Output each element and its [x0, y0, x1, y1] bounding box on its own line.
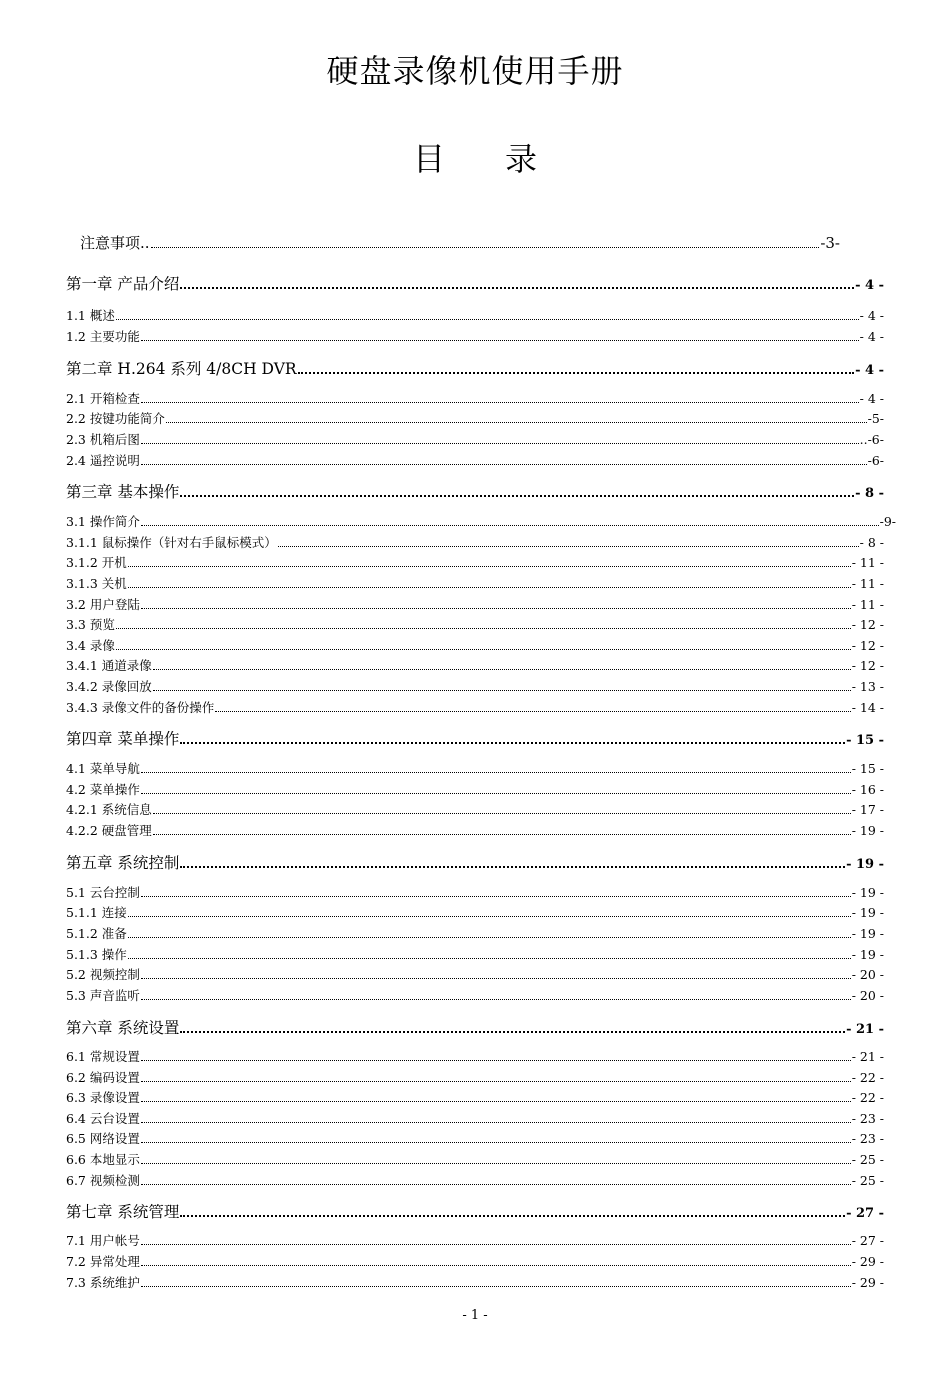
toc-entry-page: - 25 -	[851, 1173, 884, 1188]
toc-entry[interactable]	[66, 903, 884, 921]
toc-entry-page: - 21 -	[851, 1049, 884, 1064]
toc-entry-page: - 17 -	[851, 802, 884, 817]
toc-entry-label: 第六章 系统设置	[66, 1019, 180, 1037]
toc-leader-dots	[141, 402, 859, 403]
toc-entry[interactable]	[66, 821, 884, 839]
toc-entry-page: - 8 -	[859, 535, 884, 550]
toc-chapter-entry[interactable]	[66, 272, 884, 294]
toc-entry-label: 4.1 菜单导航	[66, 761, 140, 776]
toc-entry-label: 4.2 菜单操作	[66, 782, 140, 797]
toc-entry-label: 5.3 声音监听	[66, 988, 140, 1003]
toc-entry-page: - 8 -	[855, 486, 884, 501]
toc-leader-dots	[116, 649, 851, 650]
toc-entry[interactable]	[66, 677, 884, 695]
toc-entry[interactable]	[66, 533, 884, 551]
toc-leader-dots	[141, 340, 859, 341]
toc-entry-label: 3.1 操作简介	[66, 514, 140, 529]
toc-entry[interactable]	[66, 306, 884, 324]
toc-heading-right: 录	[505, 140, 538, 178]
toc-chapter-entry[interactable]	[66, 1200, 884, 1222]
toc-entry[interactable]	[66, 1129, 884, 1147]
toc-entry-label: 3.1.3 关机	[66, 576, 127, 591]
toc-leader-dots	[128, 958, 851, 959]
toc-entry[interactable]	[66, 1252, 884, 1270]
toc-leader-dots	[141, 1142, 851, 1143]
toc-leader-dots	[153, 834, 851, 835]
toc-entry-label: 3.4.2 录像回放	[66, 679, 152, 694]
toc-entry-page: - 11 -	[851, 555, 884, 570]
toc-entry-page: - 11 -	[851, 597, 884, 612]
toc-leader-dots	[141, 1101, 851, 1102]
toc-entry[interactable]	[66, 1150, 884, 1168]
toc-heading	[0, 134, 950, 180]
toc-entry-label: 6.6 本地显示	[66, 1152, 140, 1167]
toc-entry[interactable]	[66, 800, 884, 818]
toc-leader-dots	[180, 287, 854, 289]
toc-leader-dots	[180, 742, 845, 744]
toc-entry-label: 第三章 基本操作	[66, 483, 180, 501]
toc-entry-label: 6.2 编码设置	[66, 1070, 140, 1085]
toc-entry-label: 第七章 系统管理	[66, 1203, 180, 1221]
toc-entry[interactable]	[66, 327, 884, 345]
toc-chapter-entry[interactable]	[66, 357, 884, 379]
toc-entry-page: - 15 -	[846, 733, 884, 748]
toc-leader-dots	[141, 1122, 851, 1123]
toc-entry[interactable]	[66, 656, 884, 674]
toc-leader-dots	[298, 372, 855, 374]
toc-entry-label: 第四章 菜单操作	[66, 730, 180, 748]
toc-entry-page: - 4 -	[859, 308, 884, 323]
toc-entry-page: -3-	[820, 234, 840, 252]
toc-leader-dots	[278, 546, 859, 547]
toc-leader-dots	[141, 978, 851, 979]
toc-leader-dots	[128, 587, 851, 588]
toc-leader-dots	[116, 628, 851, 629]
toc-entry[interactable]	[66, 1109, 884, 1127]
toc-entry-page: - 20 -	[851, 988, 884, 1003]
toc-entry-label: 5.1.3 操作	[66, 947, 127, 962]
toc-leader-dots	[153, 669, 851, 670]
toc-entry-label: 3.3 预览	[66, 617, 115, 632]
toc-entry-label: 7.3 系统维护	[66, 1275, 140, 1290]
toc-entry[interactable]	[66, 1088, 884, 1106]
toc-entry-page: - 29 -	[851, 1254, 884, 1269]
toc-leader-dots	[128, 937, 851, 938]
toc-entry-label: 3.4 录像	[66, 638, 115, 653]
toc-entry-label: 1.1 概述	[66, 308, 115, 323]
toc-entry[interactable]	[66, 636, 884, 654]
toc-entry[interactable]	[66, 451, 884, 469]
toc-entry-label: 第一章 产品介绍	[66, 275, 180, 293]
toc-entry-label: 5.1.1 连接	[66, 905, 127, 920]
toc-entry[interactable]	[66, 780, 884, 798]
toc-leader-dots	[141, 999, 851, 1000]
toc-entry-label: 2.4 遥控说明	[66, 453, 140, 468]
toc-entry-page: - 19 -	[851, 926, 884, 941]
toc-entry-page: -9-	[879, 514, 896, 529]
toc-entry[interactable]	[80, 232, 840, 253]
toc-leader-dots	[151, 247, 820, 248]
toc-entry-label: 注意事项..	[80, 234, 150, 252]
toc-leader-dots	[141, 1265, 851, 1266]
toc-entry-page: - 4 -	[855, 278, 884, 293]
toc-entry-label: 第二章 H.264 系列 4/8CH DVR	[66, 360, 297, 378]
toc-entry-page: - 27 -	[851, 1233, 884, 1248]
toc-entry[interactable]	[66, 1273, 884, 1291]
toc-leader-dots	[128, 566, 851, 567]
toc-entry-page: -6-	[867, 453, 884, 468]
toc-entry[interactable]	[66, 883, 884, 901]
toc-entry[interactable]	[66, 698, 884, 716]
toc-entry-page: - 22 -	[851, 1090, 884, 1105]
toc-entry-label: 7.2 异常处理	[66, 1254, 140, 1269]
toc-chapter-entry[interactable]	[66, 851, 884, 873]
toc-leader-dots	[141, 525, 879, 526]
toc-entry-page: - 11 -	[851, 576, 884, 591]
toc-entry-label: 5.1 云台控制	[66, 885, 140, 900]
toc-entry[interactable]	[66, 759, 884, 777]
toc-leader-dots	[153, 813, 851, 814]
toc-entry-page: - 25 -	[851, 1152, 884, 1167]
toc-leader-dots	[180, 866, 845, 868]
toc-entry-page: ..-6-	[859, 432, 884, 447]
toc-entry[interactable]	[66, 615, 884, 633]
toc-leader-dots	[180, 495, 854, 497]
toc-leader-dots	[128, 916, 851, 917]
toc-entry[interactable]	[66, 430, 884, 448]
toc-leader-dots	[141, 464, 867, 465]
page-footer: - 1 -	[462, 1308, 488, 1323]
toc-entry-page: - 12 -	[851, 658, 884, 673]
toc-entry-label: 2.1 开箱检查	[66, 391, 140, 406]
toc-entry-label: 6.1 常规设置	[66, 1049, 140, 1064]
toc-leader-dots	[180, 1031, 845, 1033]
toc-entry-label: 3.2 用户登陆	[66, 597, 140, 612]
toc-leader-dots	[141, 1184, 851, 1185]
toc-entry[interactable]	[66, 574, 884, 592]
toc-entry[interactable]	[66, 965, 884, 983]
toc-entry[interactable]	[66, 409, 884, 427]
toc-entry-label: 6.7 视频检测	[66, 1173, 140, 1188]
toc-entry-page: - 12 -	[851, 638, 884, 653]
toc-entry-page: - 4 -	[859, 329, 884, 344]
toc-entry-page: - 16 -	[851, 782, 884, 797]
toc-entry-label: 7.1 用户帐号	[66, 1233, 140, 1248]
toc-entry-label: 3.4.3 录像文件的备份操作	[66, 700, 215, 715]
toc-entry-page: - 15 -	[851, 761, 884, 776]
toc-entry[interactable]	[66, 512, 896, 530]
toc-entry-page: - 19 -	[851, 947, 884, 962]
toc-chapter-entry[interactable]	[66, 480, 884, 502]
toc-entry-page: - 4 -	[859, 391, 884, 406]
toc-heading-left: 目	[412, 140, 445, 178]
toc-leader-dots	[166, 422, 867, 423]
toc-entry-label: 4.2.1 系统信息	[66, 802, 152, 817]
toc-entry[interactable]	[66, 986, 884, 1004]
toc-entry-page: - 21 -	[846, 1022, 884, 1037]
toc-leader-dots	[141, 793, 851, 794]
toc-entry-label: 6.3 录像设置	[66, 1090, 140, 1105]
toc-entry-page: - 19 -	[851, 885, 884, 900]
toc-entry-label: 2.3 机箱后图	[66, 432, 140, 447]
toc-entry-label: 第五章 系统控制	[66, 854, 180, 872]
toc-leader-dots	[141, 443, 859, 444]
toc-entry[interactable]	[66, 553, 884, 571]
toc-entry[interactable]	[66, 924, 884, 942]
toc-leader-dots	[141, 1244, 851, 1245]
toc-entry-label: 3.4.1 通道录像	[66, 658, 152, 673]
toc-leader-dots	[153, 690, 851, 691]
toc-entry-label: 6.4 云台设置	[66, 1111, 140, 1126]
toc-entry[interactable]	[66, 1068, 884, 1086]
toc-leader-dots	[116, 319, 859, 320]
toc-entry[interactable]	[66, 595, 884, 613]
toc-leader-dots	[180, 1215, 845, 1217]
toc-entry-page: - 12 -	[851, 617, 884, 632]
toc-entry-page: -5-	[867, 411, 884, 426]
toc-entry-label: 5.2 视频控制	[66, 967, 140, 982]
toc-entry-label: 1.2 主要功能	[66, 329, 140, 344]
toc-entry-label: 3.1.2 开机	[66, 555, 127, 570]
toc-entry-page: - 22 -	[851, 1070, 884, 1085]
toc-entry-page: - 19 -	[846, 857, 884, 872]
toc-entry-page: - 20 -	[851, 967, 884, 982]
toc-entry-page: - 19 -	[851, 823, 884, 838]
toc-leader-dots	[215, 711, 850, 712]
toc-entry-page: - 4 -	[855, 363, 884, 378]
toc-entry[interactable]	[66, 1171, 884, 1189]
toc-leader-dots	[141, 1286, 851, 1287]
toc-entry-page: - 23 -	[851, 1131, 884, 1146]
toc-entry-label: 3.1.1 鼠标操作（针对右手鼠标模式）	[66, 535, 277, 550]
toc-entry-page: - 27 -	[846, 1206, 884, 1221]
toc-entry-label: 5.1.2 准备	[66, 926, 127, 941]
toc-chapter-entry[interactable]	[66, 727, 884, 749]
toc-entry-page: - 14 -	[851, 700, 884, 715]
toc-leader-dots	[141, 772, 851, 773]
document-title: 硬盘录像机使用手册	[326, 52, 624, 90]
toc-leader-dots	[141, 896, 851, 897]
toc-leader-dots	[141, 608, 851, 609]
toc-leader-dots	[141, 1081, 851, 1082]
toc-entry-label: 6.5 网络设置	[66, 1131, 140, 1146]
toc-chapter-entry[interactable]	[66, 1016, 884, 1038]
toc-entry-label: 2.2 按键功能简介	[66, 411, 165, 426]
toc-entry[interactable]	[66, 389, 884, 407]
toc-entry-page: - 23 -	[851, 1111, 884, 1126]
toc-entry-page: - 13 -	[851, 679, 884, 694]
toc-entry[interactable]	[66, 945, 884, 963]
toc-leader-dots	[141, 1060, 851, 1061]
toc-entry-page: - 19 -	[851, 905, 884, 920]
toc-leader-dots	[141, 1163, 851, 1164]
toc-entry-page: - 29 -	[851, 1275, 884, 1290]
toc-entry-label: 4.2.2 硬盘管理	[66, 823, 152, 838]
toc-entry[interactable]	[66, 1047, 884, 1065]
toc-entry[interactable]	[66, 1231, 884, 1249]
